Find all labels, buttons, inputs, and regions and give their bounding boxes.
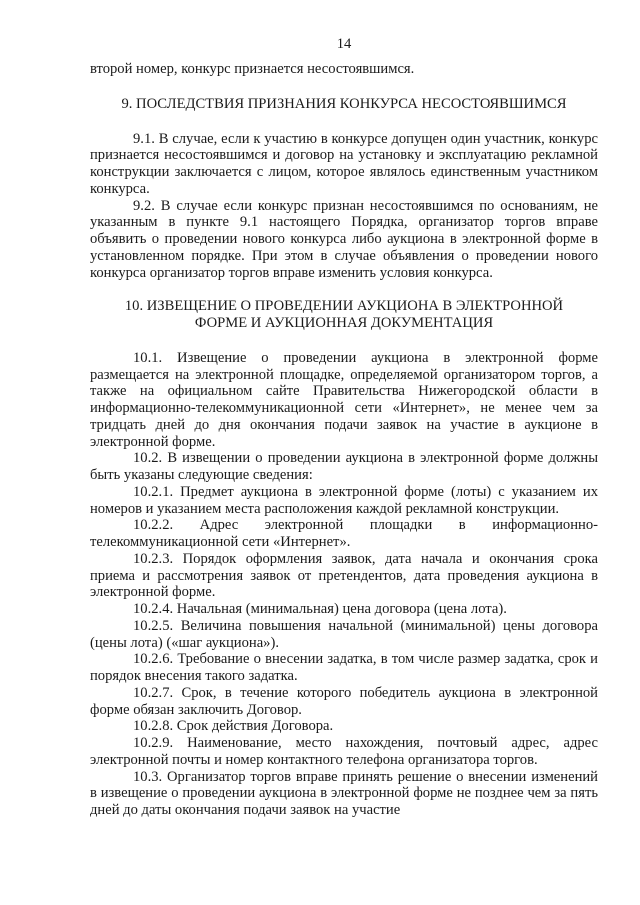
paragraph-10-1: 10.1. Извещение о проведении аукциона в электронной форме размещается на электронной площадке, определяемой организатором торгов, а также на официальном сайте Правительства Нижегородской области в информационно-телекоммуникационной сети «Интернет», не менее чем за тридцать дней до дня окончания подачи заявок на участие в аукционе в электронной форме. bbox=[90, 349, 598, 450]
section-10-heading-line1: 10. ИЗВЕЩЕНИЕ О ПРОВЕДЕНИИ АУКЦИОНА В ЭЛЕКТРОННОЙ bbox=[124, 298, 564, 315]
paragraph-10-2-6: 10.2.6. Требование о внесении задатка, в том числе размер задатка, срок и порядок внесения такого задатка. bbox=[90, 651, 598, 684]
paragraph-10-2-2: 10.2.2. Адрес электронной площадки в информационно-телекоммуникационной сети «Интернет». bbox=[90, 517, 598, 550]
section-10-heading bbox=[90, 298, 598, 332]
document-page bbox=[90, 36, 598, 819]
paragraph-10-2: 10.2. В извещении о проведении аукциона в электронной форме должны быть указаны следующие сведения: bbox=[90, 450, 598, 483]
continuation-text: второй номер, конкурс признается несостоявшимся. bbox=[90, 61, 415, 77]
page-number: 14 bbox=[336, 36, 352, 52]
section-10-heading-line2: ФОРМЕ И АУКЦИОННАЯ ДОКУМЕНТАЦИЯ bbox=[194, 315, 494, 331]
paragraph-10-3: 10.3. Организатор торгов вправе принять решение о внесении изменений в извещение о проведении аукциона в электронной форме не позднее чем за пять дней до даты окончания подачи заявок на участие bbox=[90, 768, 598, 818]
section-9-heading: 9. ПОСЛЕДСТВИЯ ПРИЗНАНИЯ КОНКУРСА НЕСОСТОЯВШИМСЯ bbox=[121, 95, 567, 112]
paragraph-10-2-4: 10.2.4. Начальная (минимальная) цена договора (цена лота). bbox=[133, 601, 507, 617]
paragraph-10-2-9: 10.2.9. Наименование, место нахождения, почтовый адрес, адрес электронной почты и номер контактного телефона организатора торгов. bbox=[90, 735, 598, 768]
paragraph-10-2-7: 10.2.7. Срок, в течение которого победитель аукциона в электронной форме обязан заключить Договор. bbox=[90, 684, 598, 718]
paragraph-9-2: 9.2. В случае если конкурс признан несостоявшимся по основаниям, не указанным в пункте 9.1 настоящего Порядка, организатор торгов вправе объявить о проведении нового конкурса либо аукциона в электронной форме в установленном порядке. При этом в случае объявления о проведении нового конкурса организатор торгов вправе изменить условия конкурса. bbox=[90, 197, 598, 281]
paragraph-9-1: 9.1. В случае, если к участию в конкурсе допущен один участник, конкурс признается несостоявшимся и договор на установку и эксплуатацию рекламной конструкции заключается с лицом, которое являлось единственным участником конкурса. bbox=[90, 130, 598, 197]
paragraph-10-2-8: 10.2.8. Срок действия Договора. bbox=[133, 718, 334, 735]
paragraph-10-2-5: 10.2.5. Величина повышения начальной (минимальной) цены договора (цены лота) («шаг аукциона»). bbox=[90, 617, 598, 651]
paragraph-10-2-3: 10.2.3. Порядок оформления заявок, дата начала и окончания срока приема и рассмотрения заявок от претендентов, дата проведения аукциона в электронной форме. bbox=[90, 550, 598, 601]
paragraph-10-2-1: 10.2.1. Предмет аукциона в электронной форме (лоты) с указанием их номеров и указанием места расположения каждой рекламной конструкции. bbox=[90, 483, 598, 517]
